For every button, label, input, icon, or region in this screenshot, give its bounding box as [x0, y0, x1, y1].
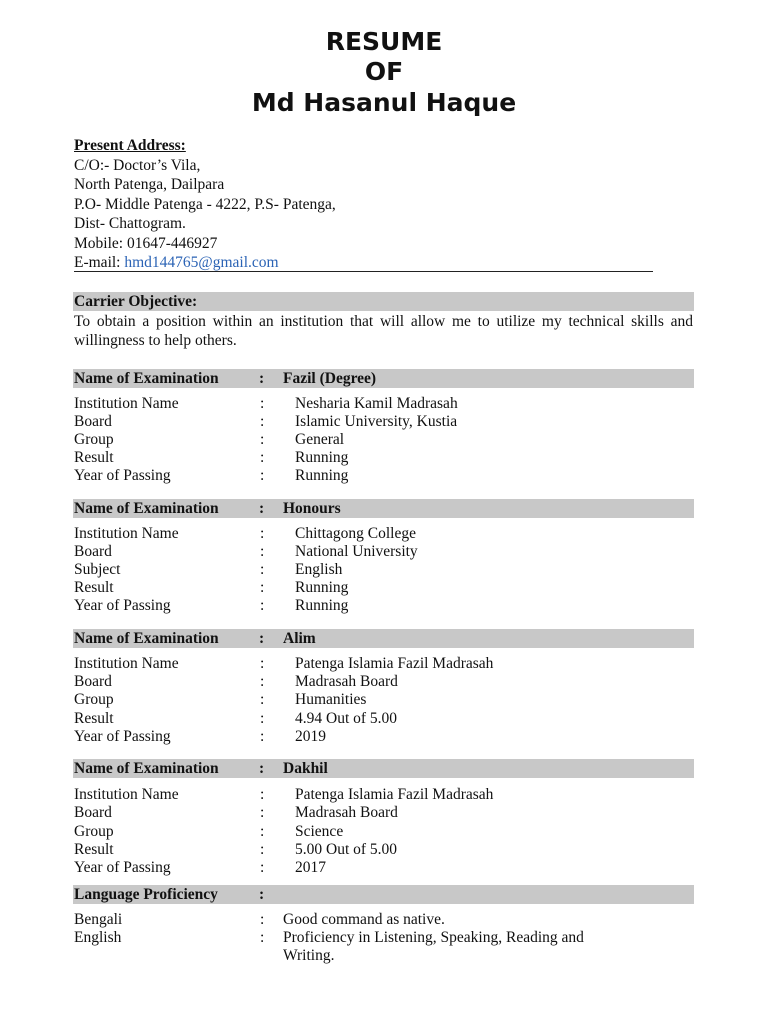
row-sep: :: [260, 561, 265, 578]
address-line: C/O:- Doctor’s Vila,: [74, 156, 201, 174]
exam-row: [74, 431, 694, 449]
exam-name: Alim: [283, 630, 316, 647]
row-value: Running: [295, 449, 349, 466]
objective-text: To obtain a position within an institution that will allow me to utilize my technical skills and willingness to help others.: [74, 313, 693, 349]
exam-label: Name of Examination: [74, 630, 219, 647]
row-value: English: [295, 561, 343, 578]
email-label: E-mail:: [74, 254, 125, 271]
row-sep: :: [260, 710, 265, 727]
row-key: Result: [74, 579, 114, 596]
candidate-name: Md Hasanul Haque: [251, 88, 517, 117]
row-key: Board: [74, 413, 112, 430]
row-sep: :: [260, 911, 265, 928]
exam-row: [74, 710, 694, 728]
row-key: Year of Passing: [74, 597, 171, 614]
section-title: Language Proficiency: [74, 886, 218, 903]
row-sep: :: [260, 728, 265, 745]
row-value: 4.94 Out of 5.00: [295, 710, 398, 727]
language-level: Good command as native.: [283, 911, 445, 928]
exam-separator: :: [259, 760, 265, 777]
exam-row: [74, 395, 694, 413]
row-sep: :: [260, 597, 265, 614]
row-sep: :: [260, 395, 265, 412]
language-row-continued: [74, 947, 694, 965]
exam-row: [74, 786, 694, 804]
row-value: Running: [295, 579, 349, 596]
email-link[interactable]: hmd144765@gmail.com: [124, 254, 279, 271]
row-key: Board: [74, 543, 112, 560]
row-key: Group: [74, 823, 114, 840]
row-sep: :: [260, 929, 265, 946]
exam-row: [74, 561, 694, 579]
section-header-objective: [73, 292, 694, 311]
exam-label: Name of Examination: [74, 370, 219, 387]
email-line: [74, 253, 336, 273]
section-separator: :: [259, 886, 265, 903]
exam-row: [74, 449, 694, 467]
exam-label: Name of Examination: [74, 500, 219, 517]
row-sep: :: [260, 786, 265, 803]
row-value: Running: [295, 467, 349, 484]
present-address-label: Present Address:: [74, 137, 186, 154]
exam-separator: :: [259, 630, 265, 647]
exam-row: [74, 413, 694, 431]
row-key: Institution Name: [74, 655, 179, 672]
address-divider: [74, 271, 653, 272]
row-sep: :: [260, 431, 265, 448]
row-value: Chittagong College: [295, 525, 416, 542]
exam-row: [74, 655, 694, 673]
exam-row: [74, 579, 694, 597]
exam-row: [74, 525, 694, 543]
section-header-exam: [73, 629, 694, 648]
exam-row: [74, 804, 694, 822]
row-sep: :: [260, 579, 265, 596]
language-row: [74, 929, 694, 947]
mobile-line: Mobile: 01647-446927: [74, 234, 218, 252]
row-sep: :: [260, 467, 265, 484]
section-header-exam: [73, 759, 694, 778]
row-value: Madrasah Board: [295, 673, 398, 690]
row-key: Year of Passing: [74, 728, 171, 745]
exam-label: Name of Examination: [74, 760, 219, 777]
exam-name: Honours: [283, 500, 341, 517]
section-header-exam: [73, 369, 694, 388]
row-value: Islamic University, Kustia: [295, 413, 458, 430]
row-value: Madrasah Board: [295, 804, 398, 821]
row-key: Year of Passing: [74, 467, 171, 484]
exam-row: [74, 467, 694, 485]
address-line: Dist- Chattogram.: [74, 215, 186, 232]
language-level: Proficiency in Listening, Speaking, Reading and: [283, 929, 584, 946]
row-sep: :: [260, 655, 265, 672]
row-key: Result: [74, 449, 114, 466]
row-sep: :: [260, 804, 265, 821]
row-sep: :: [260, 841, 265, 858]
exam-row: [74, 597, 694, 615]
row-sep: :: [260, 449, 265, 466]
row-key: Institution Name: [74, 525, 179, 542]
row-value: Running: [295, 597, 349, 614]
section-header-exam: [73, 499, 694, 518]
exam-separator: :: [259, 370, 265, 387]
exam-name: Fazil (Degree): [283, 370, 377, 387]
exam-separator: :: [259, 500, 265, 517]
exam-row: [74, 841, 694, 859]
row-value: Patenga Islamia Fazil Madrasah: [295, 786, 494, 803]
language-name: Bengali: [74, 911, 123, 928]
row-value: Humanities: [295, 691, 367, 708]
row-key: Result: [74, 710, 114, 727]
row-sep: :: [260, 525, 265, 542]
language-row: [74, 911, 694, 929]
row-key: Subject: [74, 561, 121, 578]
language-level-continued: Writing.: [283, 947, 335, 964]
row-value: Science: [295, 823, 344, 840]
resume-title: RESUME: [325, 27, 443, 56]
row-key: Board: [74, 804, 112, 821]
row-value: Nesharia Kamil Madrasah: [295, 395, 458, 412]
exam-name: Dakhil: [283, 760, 328, 777]
row-key: Year of Passing: [74, 859, 171, 876]
row-key: Institution Name: [74, 395, 179, 412]
address-line: North Patenga, Dailpara: [74, 176, 225, 193]
row-value: General: [295, 431, 345, 448]
row-sep: :: [260, 859, 265, 876]
address-line: P.O- Middle Patenga - 4222, P.S- Patenga,: [74, 195, 336, 213]
exam-row: [74, 823, 694, 841]
row-sep: :: [260, 691, 265, 708]
row-key: Group: [74, 691, 114, 708]
exam-row: [74, 673, 694, 691]
row-sep: :: [260, 673, 265, 690]
row-value: Patenga Islamia Fazil Madrasah: [295, 655, 494, 672]
exam-row: [74, 728, 694, 746]
row-value: 5.00 Out of 5.00: [295, 841, 398, 858]
section-title: Carrier Objective:: [74, 293, 198, 310]
row-sep: :: [260, 543, 265, 560]
exam-row: [74, 691, 694, 709]
row-value: 2017: [295, 859, 326, 876]
row-value: 2019: [295, 728, 326, 745]
row-value: National University: [295, 543, 418, 560]
section-header-language: [73, 885, 694, 904]
exam-row: [74, 859, 694, 877]
row-key: Institution Name: [74, 786, 179, 803]
language-name: English: [74, 929, 122, 946]
present-address-block: [74, 136, 336, 273]
exam-row: [74, 543, 694, 561]
row-sep: :: [260, 823, 265, 840]
row-key: Result: [74, 841, 114, 858]
row-key: Board: [74, 673, 112, 690]
row-key: Group: [74, 431, 114, 448]
resume-title-of: OF: [364, 57, 404, 86]
row-sep: :: [260, 413, 265, 430]
